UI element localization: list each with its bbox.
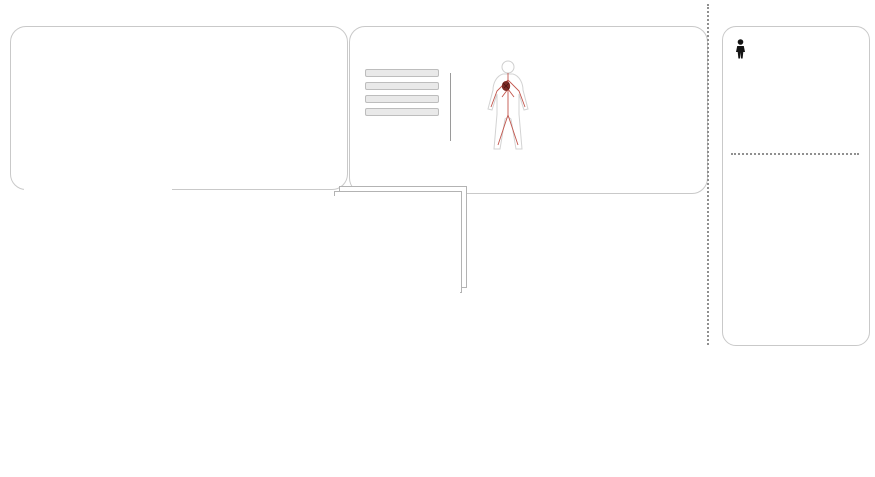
posterior-co bbox=[580, 254, 638, 291]
posterior-sv bbox=[639, 198, 697, 235]
vae-to-generated-arrow bbox=[302, 241, 326, 253]
svr-distribution-curve bbox=[639, 254, 697, 290]
legend-true bbox=[770, 244, 788, 246]
generated-apw-plot bbox=[330, 196, 460, 300]
npe-network-icon bbox=[496, 222, 552, 276]
legend-pred bbox=[804, 244, 822, 246]
generated-to-npe-arrow bbox=[466, 241, 490, 253]
model-evaluation-separator bbox=[707, 4, 709, 345]
person-icon bbox=[734, 39, 747, 59]
sv-correlation-histogram bbox=[726, 157, 865, 229]
synthetic-apw-plot bbox=[549, 54, 691, 161]
line-legend bbox=[723, 244, 869, 246]
params-divider bbox=[450, 73, 451, 141]
npe-to-posteriors-arrow bbox=[555, 242, 577, 252]
b-dashed-arrow bbox=[519, 192, 531, 226]
param-sv bbox=[365, 82, 439, 90]
hr-distribution-curve bbox=[580, 198, 638, 234]
ucibp-apw-plot bbox=[186, 52, 334, 166]
posterior-hr bbox=[580, 198, 638, 235]
evaluation-box bbox=[722, 26, 870, 346]
monitoring-time-histogram bbox=[726, 60, 865, 148]
param-hr bbox=[365, 69, 439, 77]
sv-trace-chart bbox=[733, 257, 859, 319]
ucibp-ppg-plot bbox=[26, 56, 166, 166]
pred-line-swatch bbox=[804, 244, 818, 246]
sv-distribution-curve bbox=[639, 198, 697, 234]
pipeline-ppg-plot bbox=[24, 188, 172, 302]
param-svr bbox=[365, 108, 439, 116]
true-line-swatch bbox=[770, 244, 784, 246]
vae-network-icon bbox=[196, 220, 306, 276]
co-distribution-curve bbox=[580, 254, 638, 290]
evaluation-divider bbox=[731, 153, 859, 155]
theta-to-simulator-arrow bbox=[456, 100, 480, 112]
hemodynamic-body-figure bbox=[482, 59, 534, 155]
param-co bbox=[365, 95, 439, 103]
physio-params-list bbox=[358, 69, 446, 121]
body-anatomy-icon bbox=[482, 59, 534, 155]
posterior-svr bbox=[639, 254, 697, 291]
